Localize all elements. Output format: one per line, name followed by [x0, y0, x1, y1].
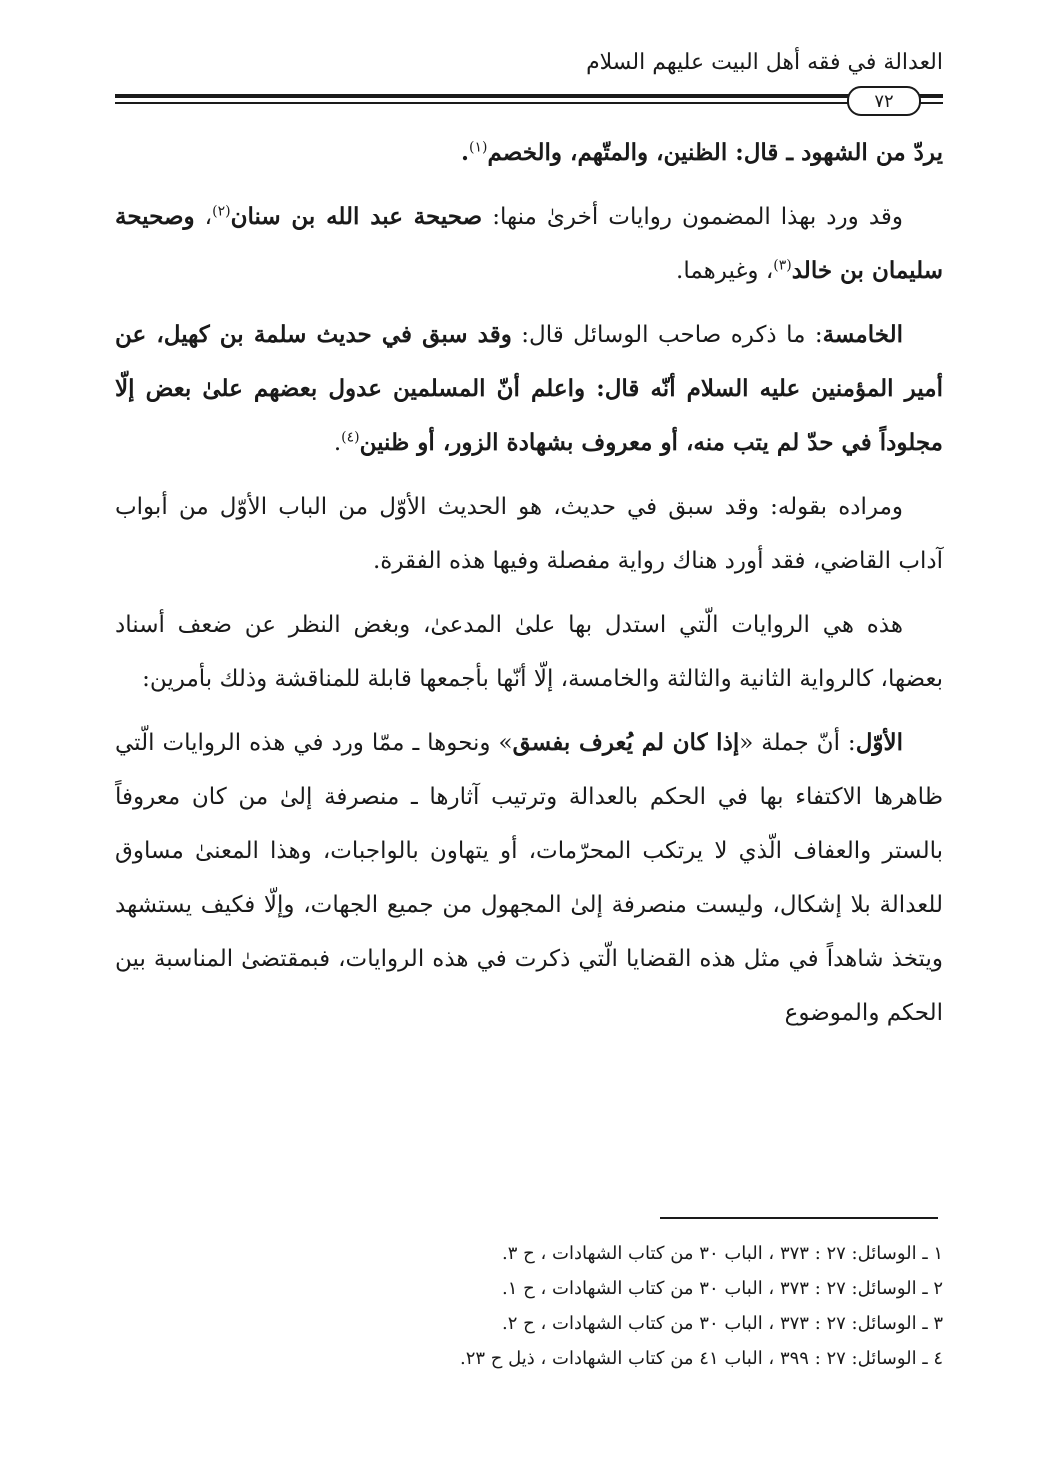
- bold-text-run: الخامسة: [822, 321, 903, 348]
- text-run: » ونحوها ـ ممّا ورد في هذه الروايات الّتي ظاهرها الاكتفاء بها في الحكم بالعدالة وترتيب آثارها ـ منصرفة إلىٰ من كان معروفاً بالستر والعفاف الّذي لا يرتكب المحرّمات، أو يتهاون بالواجبات، وهذا المعنىٰ مساوق للعدالة بلا إشكال، وليست منصرفة إلىٰ المجهول من جميع الجهات، وإلّا فكيف يستشهد ويتخذ شاهداً في مثل هذه القضايا الّتي ذكرت في هذه الروايات، فبمقتضىٰ المناسبة بين الحكم والموضوع: [115, 730, 943, 1026]
- footnote-4: ٤ ـ الوسائل: ٢٧ : ٣٩٩ ، الباب ٤١ من كتاب الشهادات ، ذيل ح ٢٣.: [460, 1348, 943, 1369]
- footnote-marker: (٣): [773, 257, 792, 274]
- text-run: هذه هي الروايات الّتي استدل بها علىٰ المدعىٰ، وبغض النظر عن ضعف أسناد بعضها، كالرواية الثانية والثالثة والخامسة، إلّا أنّها بأجمعها قابلة للمناقشة وذلك بأمرين:: [115, 612, 943, 692]
- bold-text-run: إذا كان لم يُعرف بفسق: [512, 729, 740, 756]
- text-run: : أنّ جملة «: [739, 730, 856, 756]
- footnote-marker: (٤): [341, 429, 360, 446]
- text-run: .: [333, 430, 342, 456]
- footnote-1: ١ ـ الوسائل: ٢٧ : ٣٧٣ ، الباب ٣٠ من كتاب الشهادات ، ح ٣.: [502, 1243, 943, 1264]
- footnote-2: ٢ ـ الوسائل: ٢٧ : ٣٧٣ ، الباب ٣٠ من كتاب الشهادات ، ح ١.: [502, 1278, 943, 1299]
- text-run: وقد ورد بهذا المضمون روايات أخرىٰ منها:: [482, 204, 903, 230]
- bold-text-run: .: [460, 139, 469, 166]
- page-number: ٧٢: [847, 86, 921, 116]
- footnote-3: ٣ ـ الوسائل: ٢٧ : ٣٧٣ ، الباب ٣٠ من كتاب الشهادات ، ح ٢.: [502, 1313, 943, 1334]
- paragraph-3: [115, 308, 943, 470]
- text-run: : ما ذكره صاحب الوسائل قال:: [511, 322, 823, 348]
- bold-text-run: يردّ من الشهود ـ قال: الظنين، والمتّهم، والخصم: [487, 139, 943, 166]
- header-rule-thin: [115, 102, 943, 104]
- bold-text-run: الأوّل: [855, 729, 904, 756]
- body-text: [115, 126, 943, 1050]
- bold-text-run: وصحيحة سليمان بن خالد: [115, 203, 943, 284]
- text-run: ،: [194, 204, 213, 230]
- paragraph-2: [115, 190, 943, 298]
- paragraph-1: [115, 126, 943, 180]
- paragraph-5: [115, 598, 943, 706]
- text-run: ، وغيرهما.: [676, 258, 774, 284]
- running-title: العدالة في فقه أهل البيت عليهم السلام: [586, 50, 943, 75]
- paragraph-6: [115, 716, 943, 1040]
- bold-text-run: وقد سبق في حديث سلمة بن كهيل، عن أمير المؤمنين عليه السلام أنّه قال: واعلم أنّ المسلمين عدول بعضهم علىٰ بعض إلّا مجلوداً في حدّ لم يتب منه، أو معروف بشهادة الزور، أو ظنين: [115, 321, 943, 456]
- footnote-marker: (١): [468, 139, 488, 156]
- footnote-separator: [660, 1217, 938, 1219]
- header-rule-thick: [115, 94, 943, 98]
- footnotes: [115, 1236, 943, 1376]
- paragraph-4: [115, 480, 943, 588]
- footnote-marker: (٢): [212, 203, 231, 220]
- bold-text-run: صحيحة عبد الله بن سنان: [230, 203, 483, 230]
- text-run: ومراده بقوله: وقد سبق في حديث، هو الحديث الأوّل من الباب الأوّل من أبواب آداب القاضي، فقد أورد هناك رواية مفصلة وفيها هذه الفقرة.: [115, 494, 943, 574]
